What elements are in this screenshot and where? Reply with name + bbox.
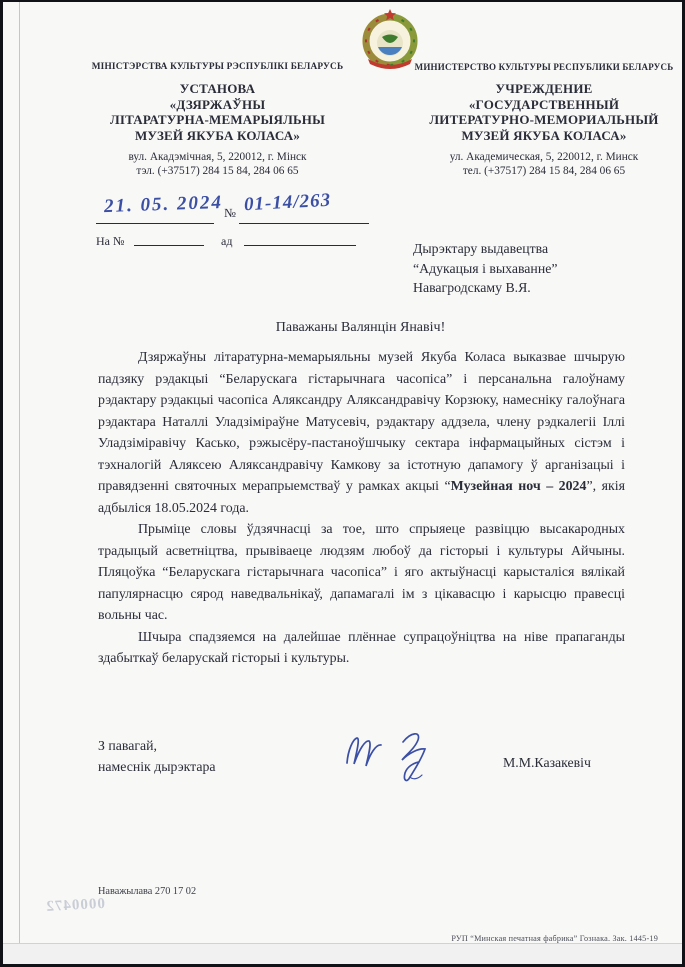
scan-edge-left [19, 2, 20, 964]
org-name-line: УСТАНОВА [179, 81, 256, 96]
signature-scribble [333, 717, 458, 792]
paragraph-1 [98, 347, 625, 519]
reply-from-label: ад [221, 234, 233, 248]
letter-body [98, 347, 625, 670]
paragraph-1-tail: ”, якія адбыліся 18.05.2024 года. [98, 479, 626, 516]
org-name-line: «ГОСУДАРСТВЕННЫЙ [468, 96, 620, 112]
recipient-name: Навагродскаму В.Я. [413, 280, 531, 295]
reply-rule-line [134, 245, 204, 246]
handwritten-date: 21. 05. 2024 [103, 191, 224, 218]
closing-block [98, 735, 216, 777]
form-serial-number-showthrough: 0000472 [45, 895, 106, 915]
letterhead-left [65, 62, 370, 178]
print-shop-imprint: РУП “Минская печатная фабрика” Гознака. Зак. 1445-19 [451, 934, 658, 943]
org-name-line: МУЗЕЙ ЯКУБА КОЛАСА» [134, 127, 301, 143]
paragraph-3: Шчыра спадзяемся на далейшае плённае супрацоўніцтва на ніве прапаганды здабыткаў беларускай гісторыі і культуры. [98, 629, 625, 666]
recipient-org: “Адукацыя і выхаванне” [413, 260, 558, 276]
paragraph-2: Прыміце словы ўдзячнасці за тое, што спрыяеце развіццю высакародных традыцый асветніцтва, прывіваеце людзям любоў да гісторыі і культуры Айчыны. Пляцоўка “Беларускага гістарычнага часопіса” і яго актыўнасці карысталіся вялікай папулярнасцю сярод наведвальнікаў, дапамагалі ім з цікавасцю і карысцю правесці вольны час. [98, 522, 625, 623]
recipient-block [413, 239, 557, 298]
org-name-line: ЛІТАРАТУРНА-МЕМАРЫЯЛЬНЫ [109, 112, 326, 127]
scan-margin-bottom [3, 944, 682, 964]
recipient-title: Дырэктару выдавецтва [413, 241, 549, 256]
signatory-name: М.М.Казакевіч [503, 755, 591, 770]
closing-position: намеснік дырэктара [98, 759, 216, 774]
org-name-line: МУЗЕЙ ЯКУБА КОЛАСА» [461, 127, 627, 143]
salutation: Паважаны Валянцін Янавіч! [275, 320, 446, 335]
org-name-line: УЧРЕЖДЕНИЕ [495, 81, 593, 96]
closing-respect: З павагай, [98, 738, 157, 753]
executor-line: Наважылава 270 17 02 [98, 886, 197, 897]
number-sign: № [224, 206, 236, 220]
reply-from-rule-line [244, 245, 356, 246]
address-line-by: вул. Акадэмічная, 5, 220012, г. Мінск [128, 151, 307, 163]
org-name-line: ЛИТЕРАТУРНО-МЕМОРИАЛЬНЫЙ [429, 112, 659, 127]
ministry-line-by: МІНІСТЭРСТВА КУЛЬТУРЫ РЭСПУБЛІКІ БЕЛАРУСЬ [91, 62, 344, 72]
number-rule-line [239, 223, 369, 224]
address-line-ru: ул. Академическая, 5, 220012, г. Минск [449, 151, 639, 163]
letterhead-right [408, 62, 680, 178]
date-rule-line [96, 223, 214, 224]
event-name-bold: Музейная ноч – 2024 [450, 479, 587, 494]
org-name-line: «ДЗЯРЖАЎНЫ [169, 96, 266, 112]
letter-page [3, 2, 682, 964]
phone-line-by: тэл. (+37517) 284 15 84, 284 06 65 [136, 164, 299, 177]
paragraph-1-text: Дзяржаўны літаратурна-мемарыяльны музей Якуба Коласа выказвае шчырую падзяку рэдакцыі “Беларускага гістарычнага часопіса” і персанальна галоўнаму рэдактару рэдакцыі часопіса Аляксандру Аляксандравічу Корзюку, намесніку галоўнага рэдактара Наталлі Уладзіміраўне Матусевіч, рэдактару аддзела, члену рэдкалегіі Іллі Уладзіміравічу Касько, рэжысёру-пастаноўшчыку сектара інфармацыйных сістэм і тэхналогій Аляксею Аляксандравічу Камкову за істотную дапамогу ў арганізацыі і правядзенні святочных мерапрыемстваў у рамках акцыі “ [98, 350, 625, 494]
phone-line-ru: тел. (+37517) 284 15 84, 284 06 65 [462, 164, 626, 177]
ministry-line-ru: МИНИСТЕРСТВО КУЛЬТУРЫ РЕСПУБЛИКИ БЕЛАРУСЬ [414, 62, 674, 72]
handwritten-doc-number: 01-14/263 [243, 189, 332, 216]
reply-to-label: На № [96, 234, 125, 248]
